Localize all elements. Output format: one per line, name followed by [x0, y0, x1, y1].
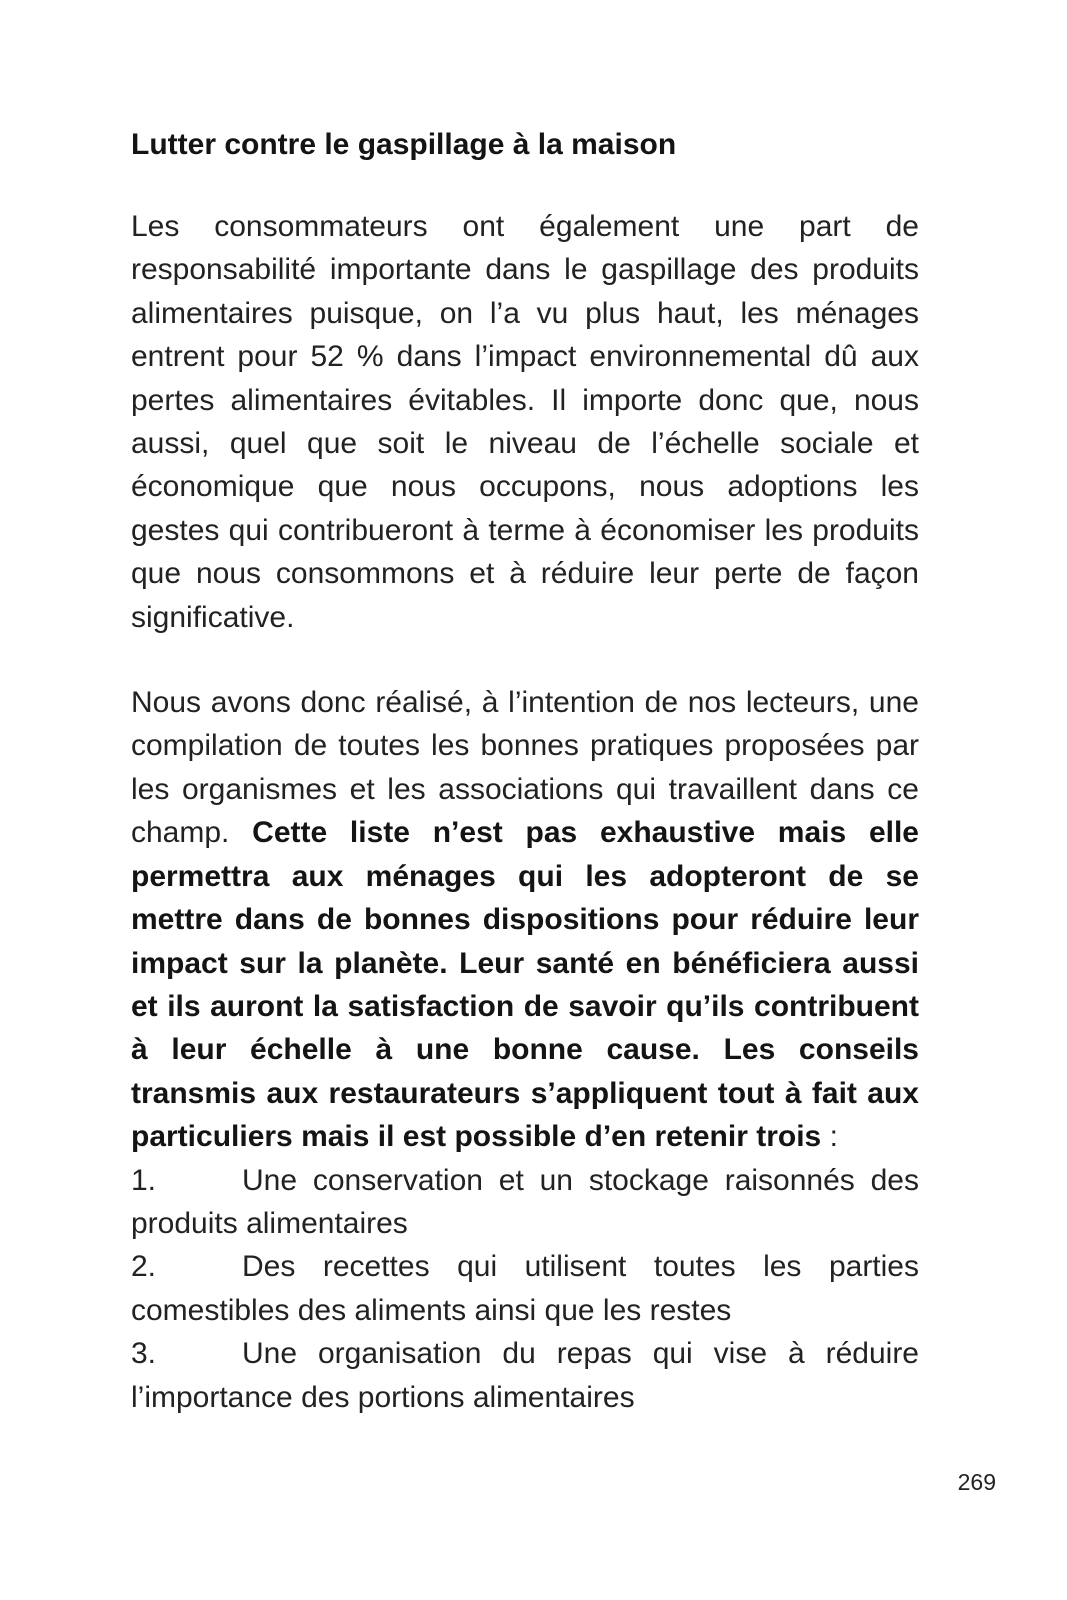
list-item-number: 1.: [131, 1163, 157, 1197]
paragraph-2-intro: Nous avons donc réalisé, à l’intention de nos lecteurs, une compilation de toutes les bonnes pratiques proposées par les organismes et les associations qui travaillent dans ce champ.: [131, 686, 919, 850]
list-item: [131, 1332, 919, 1419]
page-number: 269: [957, 1469, 996, 1495]
paragraph-2-emphasis: Cette liste n’est pas exhaustive mais elle permettra aux ménages qui les adopteront de se mettre dans de bonnes dispositions pour réduire leur impact sur la planète. Leur santé en bénéficiera aussi et ils auront la satisfaction de savoir qu’ils contribuent à leur échelle à une bonne cause. Les conseils transmis aux restaurateurs s’appliquent tout à fait aux particuliers mais il est possible d’en retenir trois: [131, 816, 919, 1154]
page-content: [131, 120, 919, 1419]
practices-list: [131, 1159, 919, 1419]
list-item: [131, 1159, 919, 1246]
list-item-text: Des recettes qui utilisent toutes les parties comestibles des aliments ainsi que les restes: [131, 1250, 919, 1327]
list-item-text: Une conservation et un stockage raisonnés des produits alimentaires: [131, 1163, 919, 1240]
list-item-number: 2.: [131, 1250, 157, 1284]
section-heading: Lutter contre le gaspillage à la maison: [131, 128, 677, 161]
list-item: [131, 1245, 919, 1332]
paragraph-1: Les consommateurs ont également une part de responsabilité importante dans le gaspillage des produits alimentaires puisque, on l’a vu plus haut, les ménages entrent pour 52 % dans l’impact environnemental dû aux pertes alimentaires évitables. Il importe donc que, nous aussi, quel que soit le niveau de l’échelle sociale et économique que nous occupons, nous adoptions les gestes qui contribueront à terme à économiser les produits que nous consommons et à réduire leur perte de façon significative.: [131, 210, 919, 634]
paragraph-2: [131, 681, 919, 1158]
paragraph-2-trailing: :: [821, 1120, 838, 1154]
list-item-number: 3.: [131, 1337, 157, 1371]
list-item-text: Une organisation du repas qui vise à réduire l’importance des portions alimentaires: [131, 1337, 919, 1414]
